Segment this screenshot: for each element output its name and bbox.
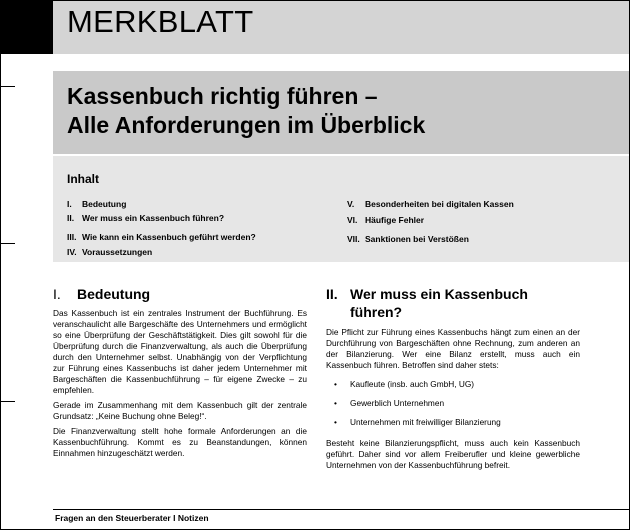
paragraph: Das Kassenbuch ist ein zentrales Instrument der Buchführung. Es veranschaulicht alle Bargeschäfte des Unternehmers und ermöglicht so eine Überprüfung der Geschäftstätigkeit. Dies gilt sowohl für die Überprüfung durch die Finanzverwaltung, als auch die Überprüfung durch den Unternehmer selbst. Unabhängig von der Verpflichtung zur Führung eines Kassenbuchs ist daher jedem Unternehmer mit Bargeschäften die Kassenbuchführung – für eigene Zwecke – zu empfehlen. bbox=[53, 308, 307, 395]
section-number: I. bbox=[53, 286, 61, 302]
toc-item-number: VII. bbox=[347, 234, 360, 244]
title-line-2: Alle Anforderungen im Überblick bbox=[67, 112, 426, 138]
bullet-item: • Unternehmen mit freiwilliger Bilanzierung bbox=[326, 417, 580, 436]
toc-item-label: Bedeutung bbox=[82, 199, 127, 209]
section-bedeutung bbox=[53, 285, 307, 459]
toc-item-label: Häufige Fehler bbox=[365, 215, 425, 225]
toc-item-label: Wer muss ein Kassenbuch führen? bbox=[82, 213, 225, 223]
footer-divider bbox=[53, 509, 629, 510]
corner-black-block bbox=[1, 1, 53, 54]
toc-item-number: I. bbox=[67, 199, 72, 209]
section-heading bbox=[53, 285, 307, 303]
footer-label: Fragen an den Steuerberater I Notizen bbox=[55, 513, 209, 523]
section-number: II. bbox=[326, 286, 338, 302]
section-title: Wer muss ein Kassenbuch führen? bbox=[350, 286, 528, 320]
section-title: Bedeutung bbox=[77, 286, 151, 302]
toc-item-label: Voraussetzungen bbox=[82, 247, 153, 257]
toc-item[interactable] bbox=[347, 199, 514, 209]
toc-item-label: Besonderheiten bei digitalen Kassen bbox=[365, 199, 514, 209]
section-heading bbox=[326, 285, 580, 321]
toc-item[interactable] bbox=[67, 199, 126, 209]
title-line-1: Kassenbuch richtig führen – bbox=[67, 83, 378, 109]
margin-tick bbox=[1, 401, 15, 402]
bullet-item: • Kaufleute (insb. auch GmbH, UG) bbox=[326, 379, 580, 398]
toc-item-number: V. bbox=[347, 199, 355, 209]
paragraph: Die Pflicht zur Führung eines Kassenbuchs hängt zum einen an der Durchführung von Bargeschäften ohne Rechnung, zum anderen an der Bilanzierung. Wer eine Bilanz erstellt, muss auch ein Kassenbuch führen. Betroffen sind daher stets: bbox=[326, 327, 580, 370]
margin-tick bbox=[1, 86, 15, 87]
toc-item-label: Wie kann ein Kassenbuch geführt werden? bbox=[82, 232, 256, 242]
toc-item[interactable] bbox=[67, 213, 224, 223]
page-title bbox=[67, 82, 425, 140]
toc-item-number: II. bbox=[67, 213, 75, 223]
toc-item[interactable] bbox=[67, 232, 256, 242]
section-wer-muss bbox=[326, 285, 580, 471]
toc-item-number: IV. bbox=[67, 247, 77, 257]
paragraph: Gerade im Zusammenhang mit dem Kassenbuch gilt der zentrale Grundsatz: „Keine Buchung ohne Beleg!“. bbox=[53, 400, 307, 421]
bullet-list bbox=[326, 379, 580, 436]
paragraph: Besteht keine Bilanzierungspflicht, muss auch kein Kassenbuch geführt. Daher sind vor allem Freiberufler und kleine gewerbliche Unternehmen von der Kassenbuchführung befreit. bbox=[326, 438, 580, 470]
toc-item-number: III. bbox=[67, 232, 77, 242]
toc-item[interactable] bbox=[347, 234, 469, 244]
paragraph: Die Finanzverwaltung stellt hohe formale Anforderungen an die Kassenbuchführung. Kommt es zu Beanstandungen, können Einnahmen hinzugeschätzt werden. bbox=[53, 426, 307, 458]
toc-item[interactable] bbox=[67, 247, 152, 257]
toc-item-label: Sanktionen bei Verstößen bbox=[365, 234, 469, 244]
toc-item-number: VI. bbox=[347, 215, 358, 225]
margin-tick bbox=[1, 243, 15, 244]
bullet-item: • Gewerblich Unternehmen bbox=[326, 398, 580, 417]
toc-heading: Inhalt bbox=[67, 172, 99, 186]
header-label: MERKBLATT bbox=[67, 4, 254, 39]
toc-item[interactable] bbox=[347, 215, 424, 225]
